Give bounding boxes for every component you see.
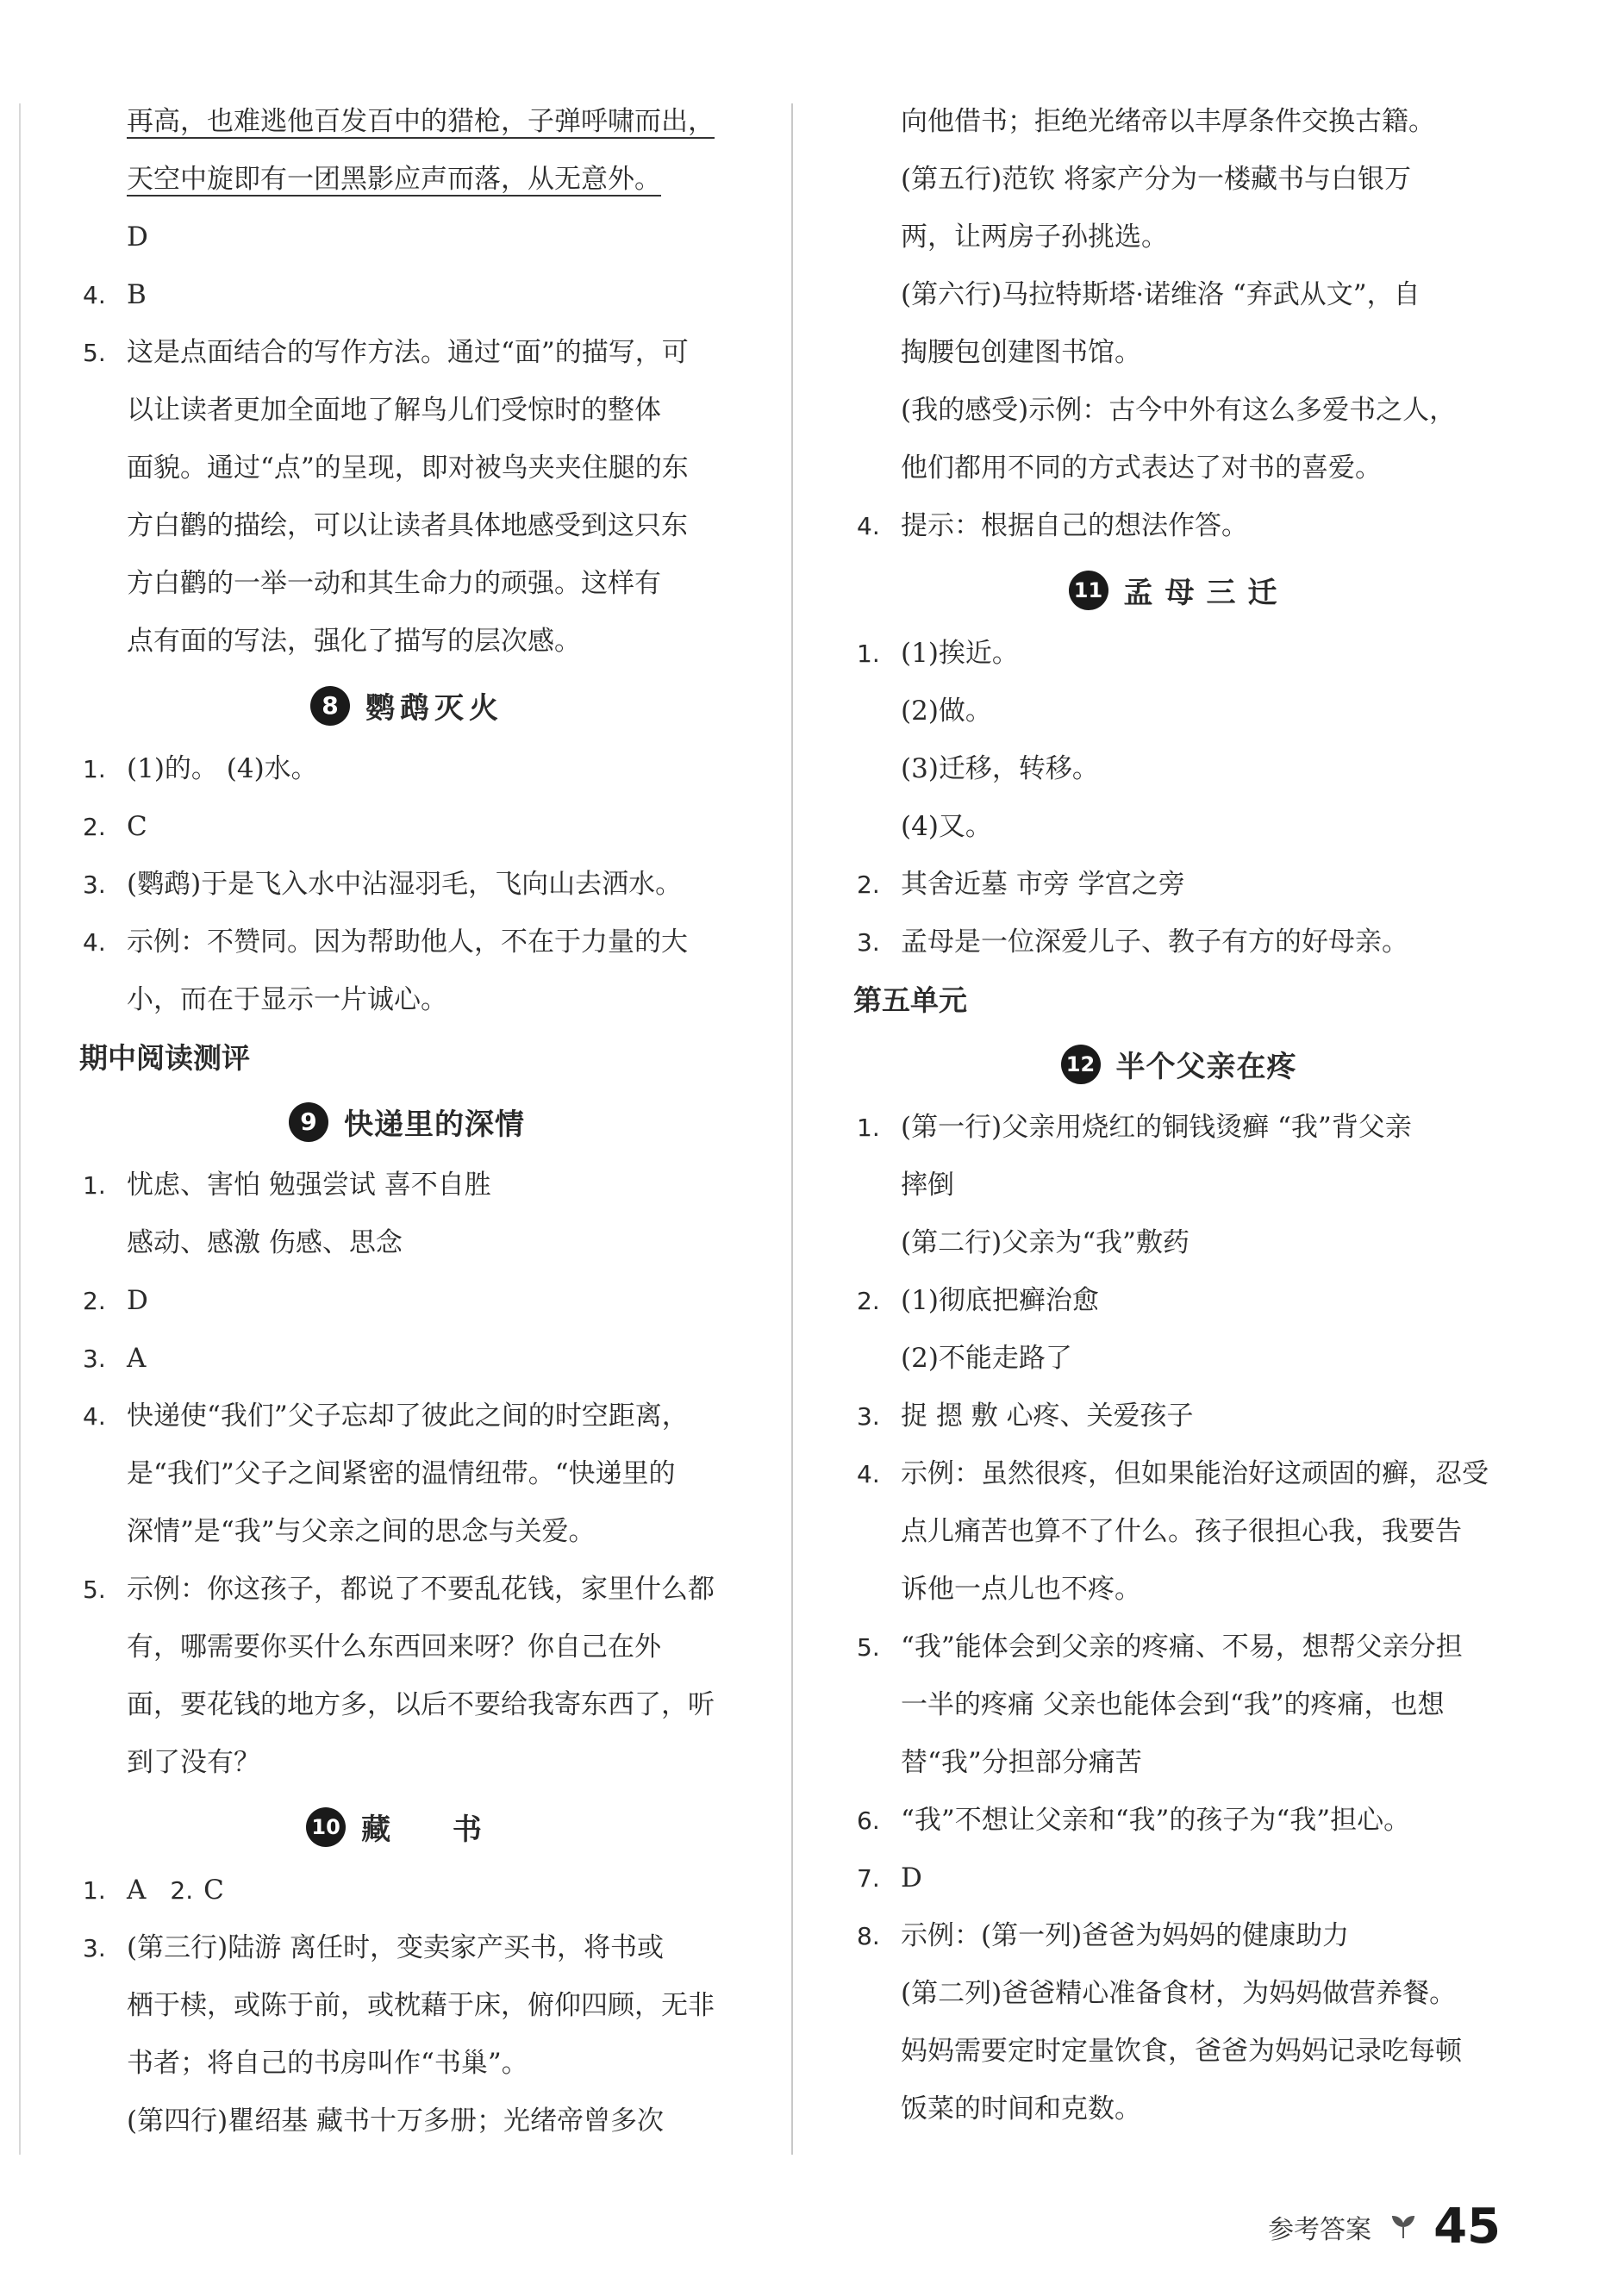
answer-line: 饭菜的时间和克数。 bbox=[901, 2093, 1141, 2124]
question-7: 7. D bbox=[857, 1862, 922, 1894]
answer-line: 点儿痛苦也算不了什么。孩子很担心我，我要告 bbox=[901, 1516, 1462, 1547]
answer-line: (我的感受)示例：古今中外有这么多爱书之人， bbox=[901, 395, 1457, 426]
answer-line: 他们都用不同的方式表达了对书的喜爱。 bbox=[901, 452, 1382, 484]
question-4: 4. 提示：根据自己的想法作答。 bbox=[857, 510, 1248, 541]
question-2: 2. D bbox=[83, 1285, 148, 1316]
question-1: 1. 忧虑、害怕 勉强尝试 喜不自胜 bbox=[83, 1170, 491, 1201]
lesson-number-badge: 12 bbox=[1061, 1045, 1101, 1084]
answer-line: (第六行)马拉特斯塔·诺维洛 “弃武从文”，自 bbox=[901, 279, 1421, 310]
section-title-midterm: 期中阅读测评 bbox=[79, 1041, 250, 1075]
question-2: 2. (1)彻底把癣治愈 bbox=[857, 1285, 1099, 1316]
leaf-icon bbox=[1390, 2214, 1416, 2240]
lesson-heading-12 bbox=[853, 1035, 1504, 1093]
answer-line: 向他借书；拒绝光绪帝以丰厚条件交换古籍。 bbox=[901, 106, 1435, 137]
question-1: 1. (第一行)父亲用烧红的铜钱烫癣 “我”背父亲 bbox=[857, 1112, 1412, 1143]
answer-line: 替“我”分担部分痛苦 bbox=[901, 1747, 1142, 1778]
question-4: 4. 快递使“我们”父子忘却了彼此之间的时空距离， bbox=[83, 1401, 689, 1432]
answer-line: 一半的疼痛 父亲也能体会到“我”的疼痛，也想 bbox=[901, 1689, 1445, 1720]
right-column bbox=[853, 93, 1504, 2138]
page-footer bbox=[1268, 2199, 1501, 2255]
answer-line: 方白鹳的一举一动和其生命力的顽强。这样有 bbox=[127, 568, 661, 599]
answer-line: (第二列)爸爸精心准备食材，为妈妈做营养餐。 bbox=[901, 1978, 1457, 2009]
question-1: 1. (1)的。 (4)水。 bbox=[83, 753, 318, 784]
lesson-title: 藏 书 bbox=[361, 1812, 508, 1847]
lesson-number-badge: 8 bbox=[310, 686, 350, 726]
answer-line: 面，要花钱的地方多，以后不要给我寄东西了，听 bbox=[127, 1689, 715, 1720]
lesson-number-badge: 11 bbox=[1069, 571, 1108, 610]
lesson-title: 半个父亲在疼 bbox=[1115, 1050, 1297, 1084]
question-1: 1. (1)挨近。 bbox=[857, 638, 1019, 669]
lesson-heading-8 bbox=[79, 677, 734, 734]
question-8: 8. 示例：(第一列)爸爸为妈妈的健康助力 bbox=[857, 1920, 1350, 1951]
question-5: 5. 这是点面结合的写作方法。通过“面”的描写，可 bbox=[83, 337, 689, 368]
answer-line: 妈妈需要定时定量饮食，爸爸为妈妈记录吃每顿 bbox=[901, 2036, 1462, 2067]
answer-line: 掏腰包创建图书馆。 bbox=[901, 337, 1141, 368]
answer-line: 诉他一点儿也不疼。 bbox=[901, 1574, 1141, 1605]
question-3: 3. A bbox=[83, 1343, 147, 1374]
answer-line: (3)迁移，转移。 bbox=[901, 753, 1099, 784]
answer-line: (2)做。 bbox=[901, 696, 992, 727]
left-margin-rule bbox=[19, 103, 21, 2155]
answer-line: 感动、感激 伤感、思念 bbox=[127, 1227, 403, 1258]
question-3: 3. 捉 摁 敷 心疼、关爱孩子 bbox=[857, 1401, 1194, 1432]
lesson-heading-11 bbox=[853, 561, 1504, 619]
column-divider bbox=[791, 103, 793, 2155]
question-4: 4. B bbox=[83, 279, 147, 310]
answer-line: 深情”是“我”与父亲之间的思念与关爱。 bbox=[127, 1516, 596, 1547]
page-number: 45 bbox=[1433, 2199, 1501, 2255]
left-column bbox=[79, 93, 734, 2150]
lesson-number-badge: 9 bbox=[289, 1102, 328, 1142]
question-5: 5. “我”能体会到父亲的疼痛、不易，想帮父亲分担 bbox=[857, 1632, 1463, 1663]
answer-line: 到了没有？ bbox=[127, 1747, 260, 1778]
footer-label: 参考答案 bbox=[1268, 2214, 1372, 2245]
question-2: 2. 其舍近墓 市旁 学宫之旁 bbox=[857, 869, 1185, 900]
answer-line: 天空中旋即有一团黑影应声而落，从无意外。 bbox=[127, 164, 661, 195]
answer-line: 是“我们”父子之间紧密的温情纽带。“快递里的 bbox=[127, 1458, 676, 1489]
answer-line: 点有面的写法，强化了描写的层次感。 bbox=[127, 626, 581, 657]
question-2: 2. C bbox=[83, 811, 147, 842]
lesson-heading-10 bbox=[79, 1798, 734, 1856]
answer-line: 栖于椟，或陈于前，或枕藉于床，俯仰四顾，无非 bbox=[127, 1990, 715, 2021]
answer-line: 两，让两房子孙挑选。 bbox=[901, 221, 1168, 253]
question-6: 6. “我”不想让父亲和“我”的孩子为“我”担心。 bbox=[857, 1805, 1411, 1836]
question-3: 3. (第三行)陆游 离任时，变卖家产买书，将书或 bbox=[83, 1932, 665, 1963]
answer-line: D bbox=[127, 221, 148, 253]
question-4: 4. 示例：虽然很疼，但如果能治好这顽固的癣，忍受 bbox=[857, 1458, 1489, 1489]
answer-line: 摔倒 bbox=[901, 1170, 954, 1201]
answer-line: (第四行)瞿绍基 藏书十万多册；光绪帝曾多次 bbox=[127, 2106, 665, 2137]
lesson-heading-9 bbox=[79, 1093, 734, 1151]
question-3: 3. 孟母是一位深爱儿子、教子有方的好母亲。 bbox=[857, 927, 1408, 958]
question-3: 3. (鹦鹉)于是飞入水中沾湿羽毛，飞向山去洒水。 bbox=[83, 869, 683, 900]
answer-line: 面貌。通过“点”的呈现，即对被鸟夹夹住腿的东 bbox=[127, 452, 689, 484]
question-1-2: 1. A 2. C bbox=[83, 1875, 224, 1906]
answer-line: (第五行)范钦 将家产分为一楼藏书与白银万 bbox=[901, 164, 1412, 195]
question-4: 4. 示例：不赞同。因为帮助他人，不在于力量的大 bbox=[83, 927, 688, 958]
answer-line: (第二行)父亲为“我”敷药 bbox=[901, 1227, 1190, 1258]
lesson-number-badge: 10 bbox=[306, 1807, 346, 1847]
answer-line: 以让读者更加全面地了解鸟儿们受惊时的整体 bbox=[127, 395, 661, 426]
answer-line: 再高，也难逃他百发百中的猎枪，子弹呼啸而出， bbox=[127, 106, 715, 137]
question-5: 5. 示例：你这孩子，都说了不要乱花钱，家里什么都 bbox=[83, 1574, 715, 1605]
answer-line: 方白鹳的描绘，可以让读者具体地感受到这只东 bbox=[127, 510, 688, 541]
answer-line: (4)又。 bbox=[901, 811, 992, 842]
answer-line: 小，而在于显示一片诚心。 bbox=[127, 984, 447, 1015]
lesson-title: 孟母三迁 bbox=[1123, 576, 1289, 610]
answer-line: 书者；将自己的书房叫作“书巢”。 bbox=[127, 2048, 528, 2079]
lesson-title: 快递里的深情 bbox=[344, 1107, 525, 1142]
answer-line: (2)不能走路了 bbox=[901, 1343, 1072, 1374]
lesson-title: 鹦鹉灭火 bbox=[365, 691, 503, 726]
section-title-unit5: 第五单元 bbox=[853, 983, 967, 1017]
answer-line: 有，哪需要你买什么东西回来呀？你自己在外 bbox=[127, 1632, 661, 1663]
